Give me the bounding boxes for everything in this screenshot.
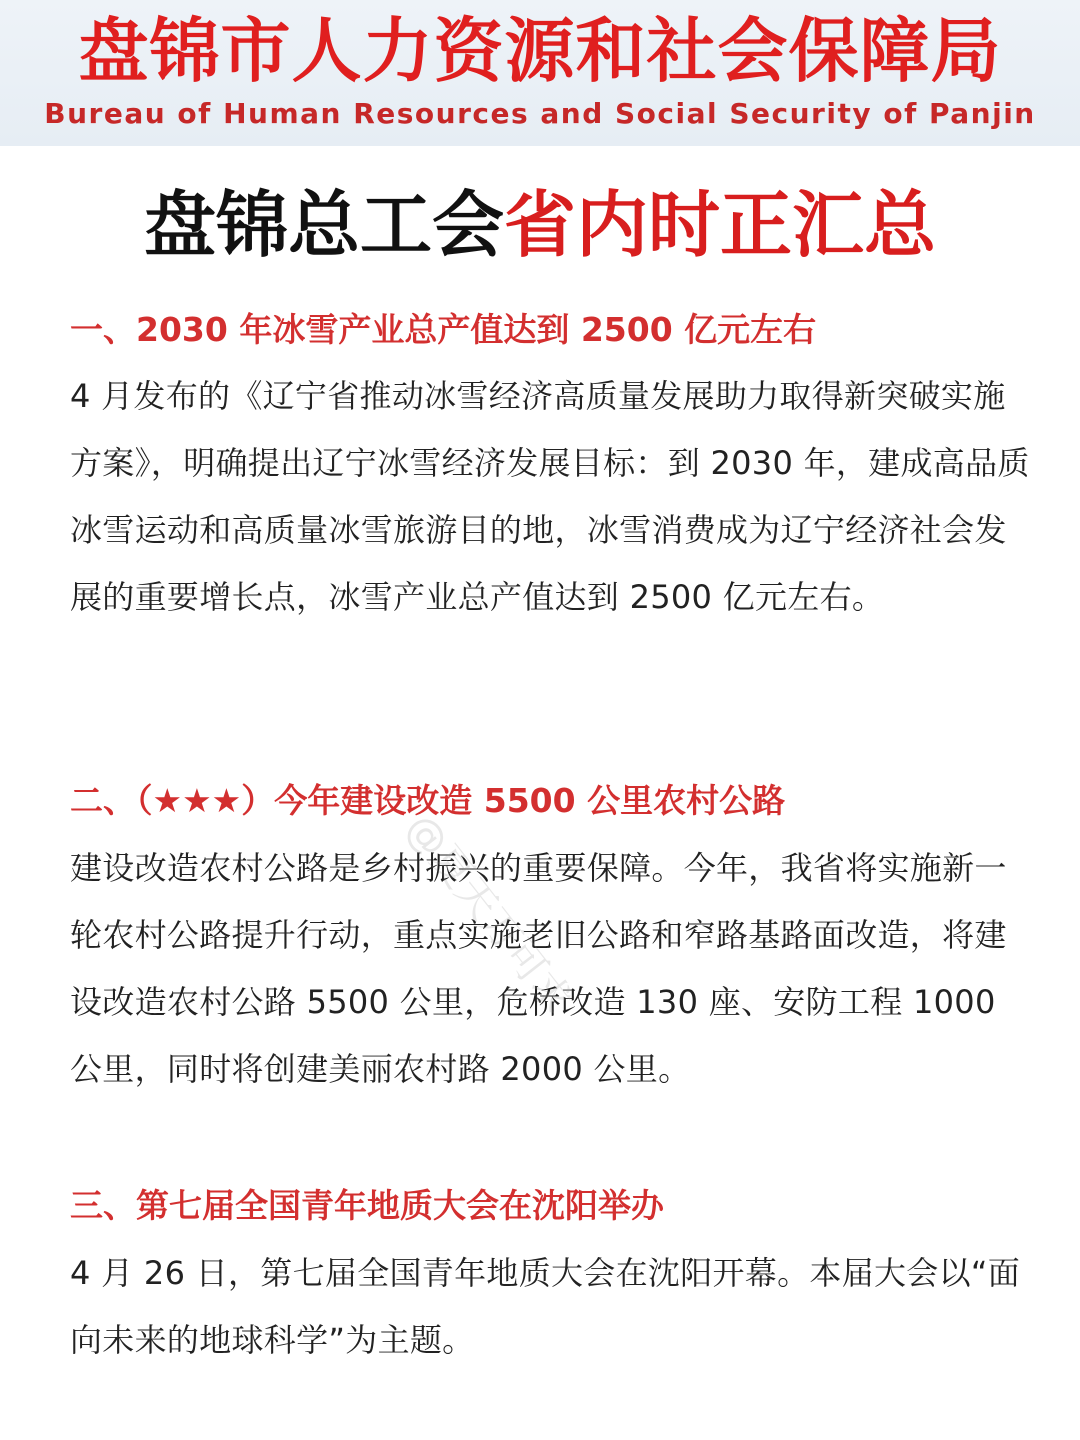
- watermark: @夏天万可求: [396, 805, 581, 1023]
- section-2-heading: 二、（★★★）今年建设改造 5500 公里农村公路: [70, 781, 786, 820]
- title-black-part: 盘锦总工会: [143, 182, 504, 267]
- section-2-body: 建设改造农村公路是乡村振兴的重要保障。今年，我省将实施新一轮农村公路提升行动，重点实施老旧公路和窄路基路面改造，将建设改造农村公路 5500 公里，危桥改造 130 座、安防工程 1000 公里，同时将创建美丽农村路 2000 公里。: [70, 849, 1007, 1088]
- header-banner: [0, 0, 1080, 146]
- bureau-name-cn: 盘锦市人力资源和社会保障局: [78, 10, 1002, 92]
- title-red-part: 省内时正汇总: [504, 182, 937, 267]
- page-title: [0, 180, 1080, 270]
- section-3-body: 4 月 26 日，第七届全国青年地质大会在沈阳开幕。本届大会以“面向未来的地球科学”为主题。: [70, 1254, 1021, 1359]
- section-1-body: 4 月发布的《辽宁省推动冰雪经济高质量发展助力取得新突破实施方案》，明确提出辽宁冰雪经济发展目标：到 2030 年，建成高品质冰雪运动和高质量冰雪旅游目的地，冰雪消费成为辽宁经济社会发展的重要增长点，冰雪产业总产值达到 2500 亿元左右。: [70, 377, 1030, 616]
- section-1-heading: 一、2030 年冰雪产业总产值达到 2500 亿元左右: [70, 310, 817, 349]
- section-3-heading: 三、第七届全国青年地质大会在沈阳举办: [70, 1186, 664, 1225]
- bureau-name-en: Bureau of Human Resources and Social Security of Panjin: [44, 97, 1036, 130]
